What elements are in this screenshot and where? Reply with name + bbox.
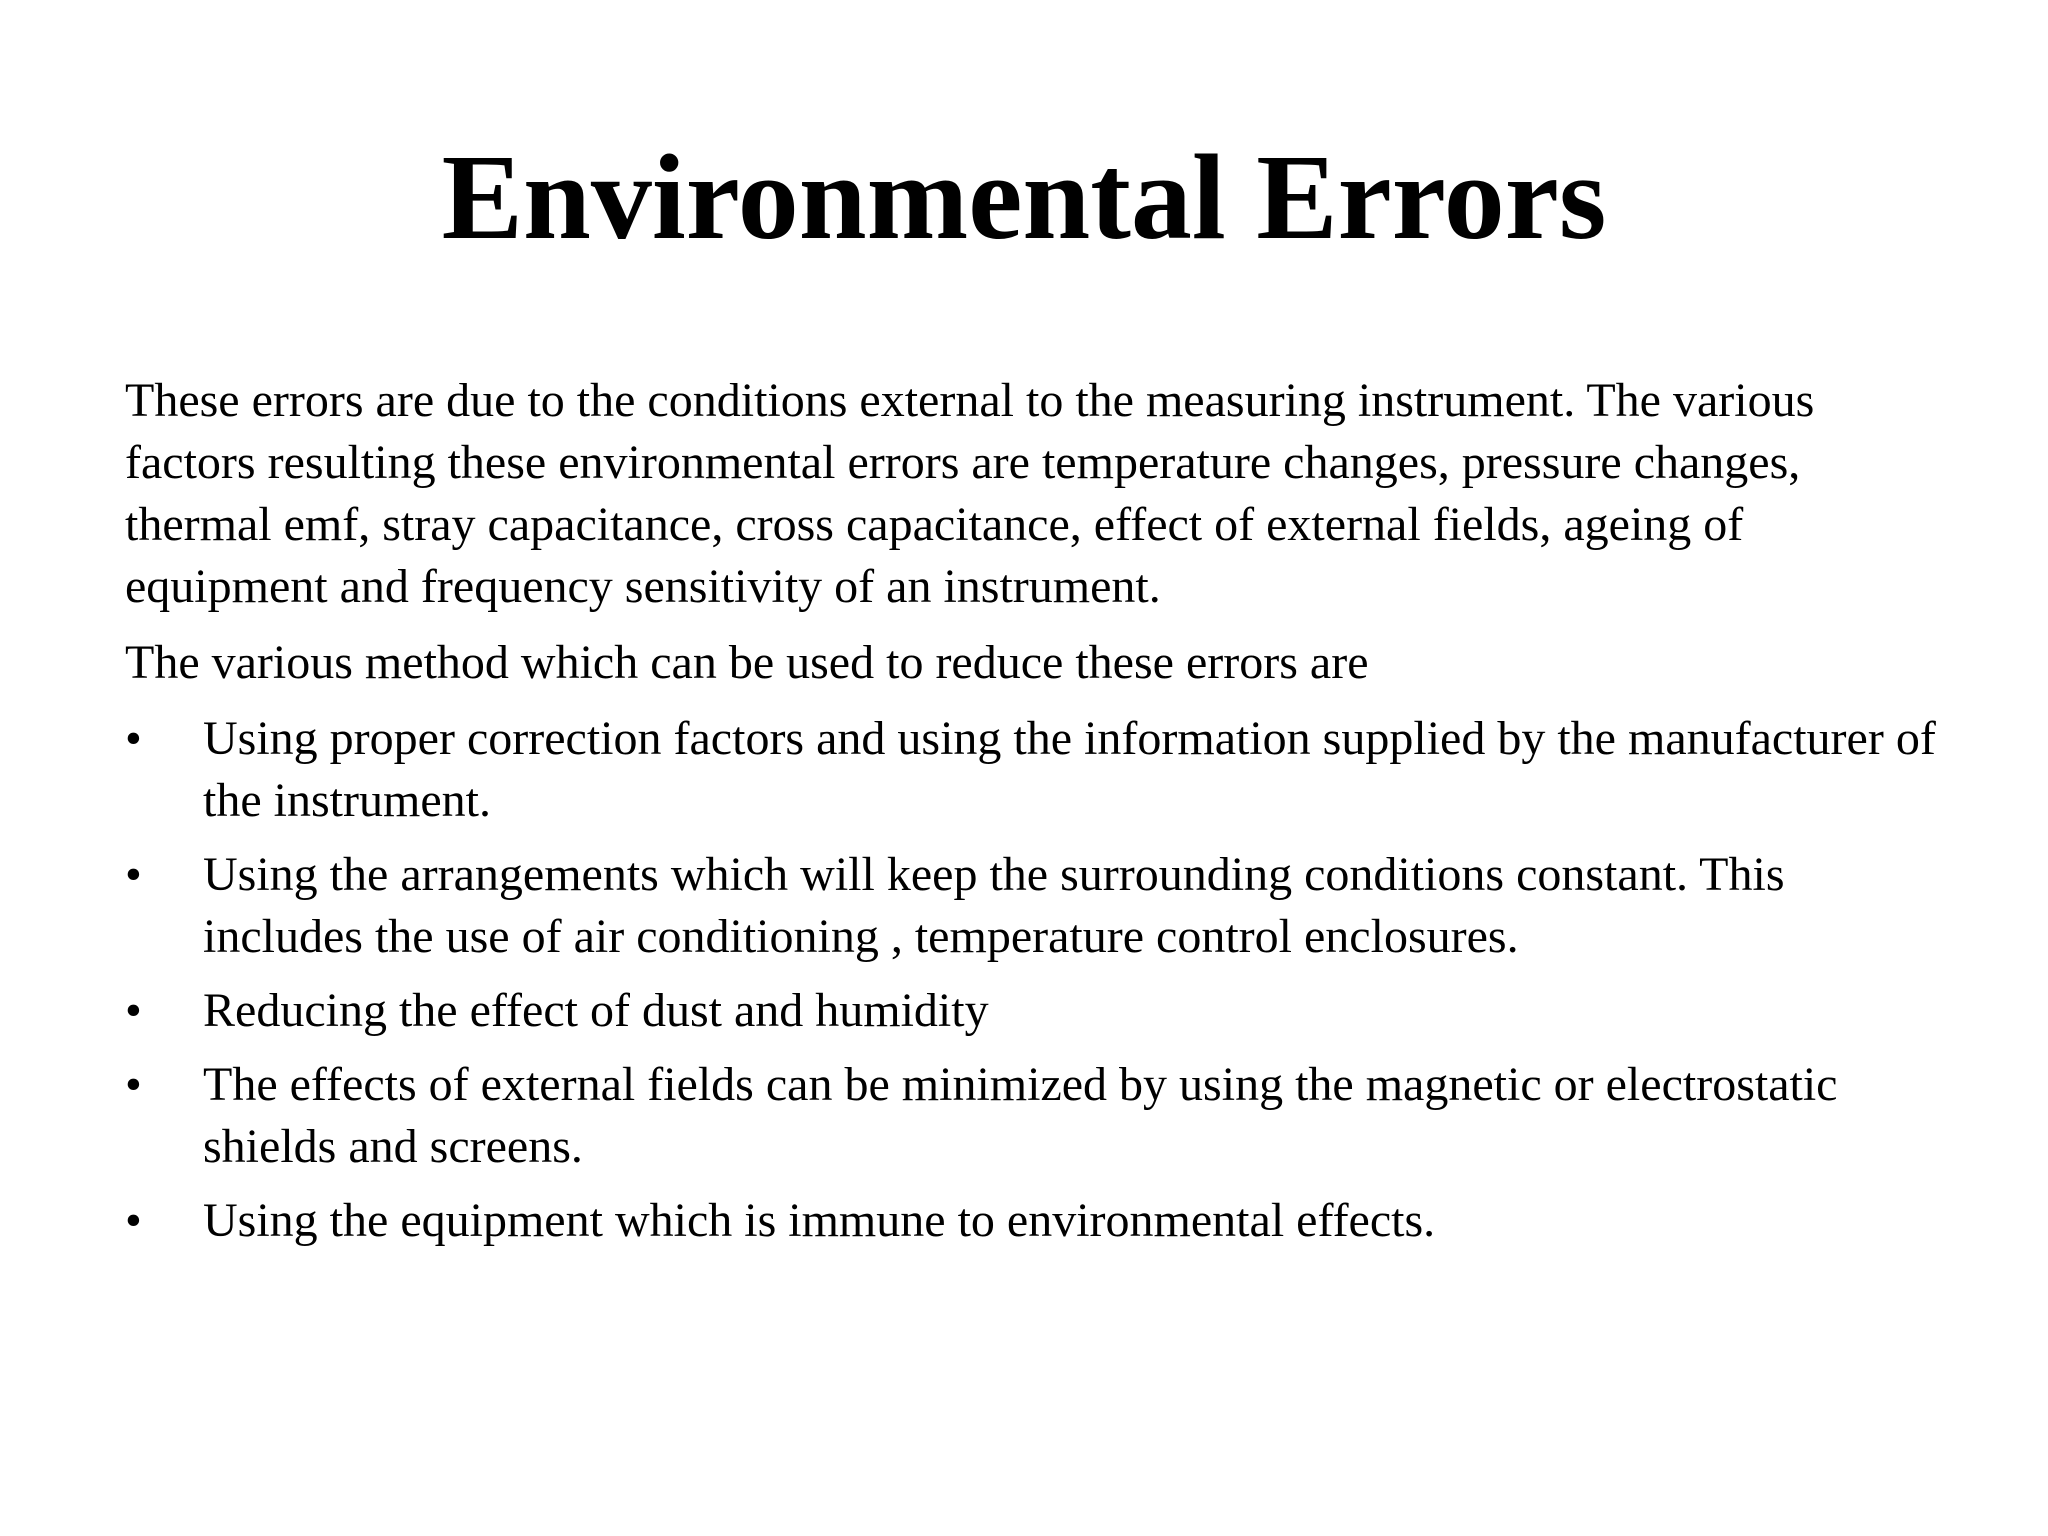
slide-body bbox=[125, 370, 1945, 1264]
list-item-text: Using the arrangements which will keep the surrounding conditions constant. This includes the use of air conditioning , temperature control enclosures. bbox=[203, 848, 1785, 963]
list-item-text: The effects of external fields can be minimized by using the magnetic or electrostatic shields and screens. bbox=[203, 1058, 1838, 1173]
list-item bbox=[125, 1190, 1945, 1252]
list-item bbox=[125, 980, 1945, 1042]
intro-paragraph: These errors are due to the conditions external to the measuring instrument. The various factors resulting these environmental errors are temperature changes, pressure changes, thermal emf, stray capacitance, cross capacitance, effect of external fields, ageing of equipment and frequency sensitivity of an instrument. bbox=[125, 374, 1815, 613]
methods-intro: The various method which can be used to reduce these errors are bbox=[125, 636, 1369, 689]
list-item bbox=[125, 844, 1945, 968]
bullet-icon: • bbox=[125, 848, 142, 901]
list-item-text: Using the equipment which is immune to environmental effects. bbox=[203, 1194, 1436, 1247]
bullet-icon: • bbox=[125, 712, 142, 765]
list-item bbox=[125, 708, 1945, 832]
methods-list bbox=[125, 708, 1945, 1252]
bullet-icon: • bbox=[125, 984, 142, 1037]
list-item-text: Reducing the effect of dust and humidity bbox=[203, 984, 989, 1037]
list-item-text: Using proper correction factors and using the information supplied by the manufacturer of the instrument. bbox=[203, 712, 1936, 827]
bullet-icon: • bbox=[125, 1194, 142, 1247]
bullet-icon: • bbox=[125, 1058, 142, 1111]
list-item bbox=[125, 1054, 1945, 1178]
slide-title: Environmental Errors bbox=[441, 130, 1607, 265]
